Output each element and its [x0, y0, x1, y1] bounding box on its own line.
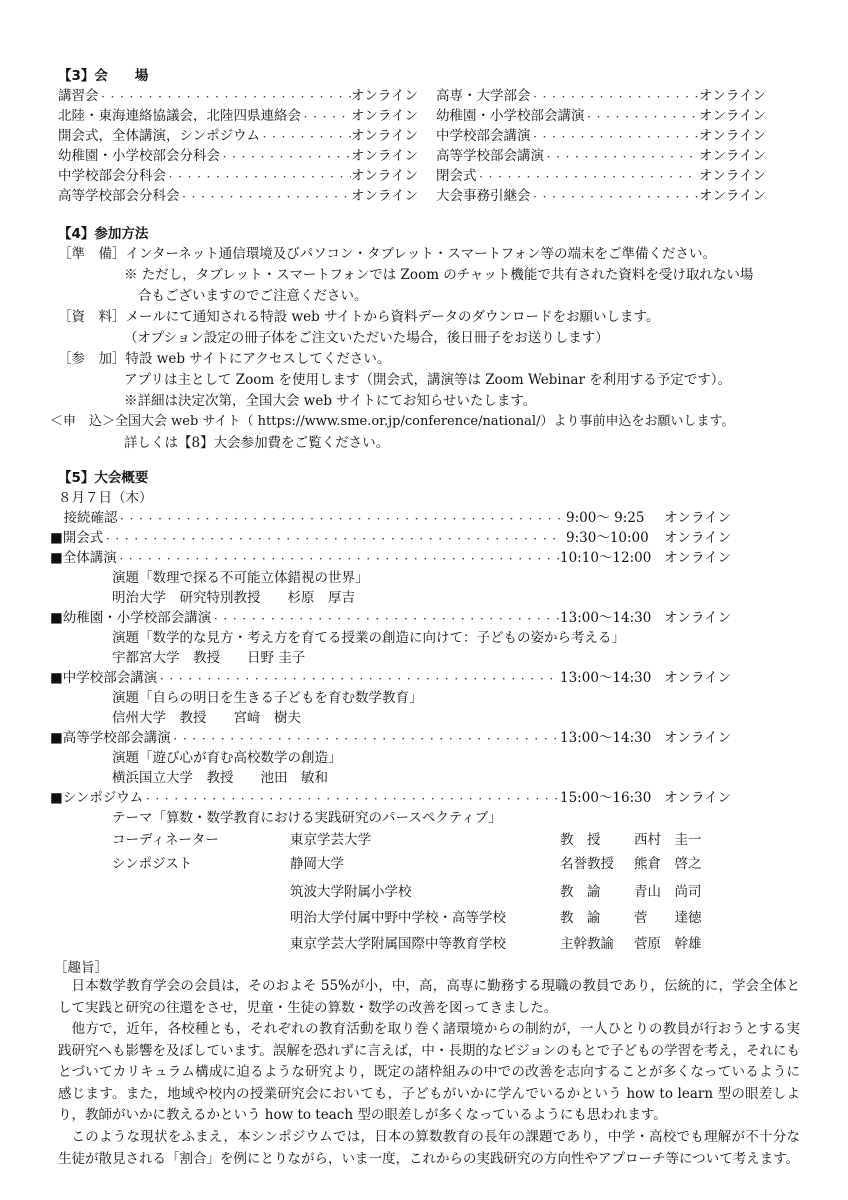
- leader-dots: [301, 108, 351, 124]
- leader-dots: [99, 88, 351, 104]
- lecture-title: 演題「遊び心が育む高校数学の創造」: [112, 750, 342, 766]
- venue-row: [58, 164, 418, 184]
- session-label: ■全体講演: [50, 550, 117, 566]
- member-name: 西村 圭一: [634, 832, 702, 848]
- purpose-paragraph: 他方で，近年，各校種とも，それぞれの教育活動を取り巻く諸環境からの制約が，一人ひとりの教員が行おうとする実践研究へも影響を及ぼしています。誤解を恐れずに言えば，中・長期的なビジョンのもとで子どもの学習を考え，それにもとづいてカリキュラム構成に迫るような研究より，既定の諸枠組みの中での改善を志向することが多くなっているように感じます。また，地域や校内の授業研究会においても，子どもがいかに学んでいるかという how to learn 型の眼差しより，教師がいかに教えるかという how to teach 型の眼差しが多くなっているようにも思われます。: [58, 1021, 800, 1123]
- lecturer: 宇都宮大学 教授 日野 圭子: [112, 650, 306, 666]
- venue-label: 中学校部会講演: [436, 128, 531, 144]
- venue-value: オンライン: [350, 148, 418, 164]
- session-label: ■中学校部会講演: [50, 670, 158, 686]
- session-label: ■開会式: [50, 530, 104, 546]
- venue-value: オンライン: [350, 168, 418, 184]
- session-time: 13:00～14:30: [560, 670, 652, 686]
- purpose-paragraph: 日本数学教育学会の会員は，そのおよそ 55%が小，中，高，高専に勤務する現職の教員であり，伝統的に，学会全体として実践と研究の往還をさせ，児童・生徒の算数・数学の改善を図ってきました。: [58, 978, 800, 1016]
- session-row: [50, 526, 560, 546]
- venue-value: オンライン: [350, 108, 418, 124]
- venue-row: [58, 184, 418, 204]
- leader-dots: [180, 188, 351, 204]
- session-label: ■シンポジウム: [50, 790, 144, 806]
- venue-row: [436, 164, 766, 184]
- session-row: [50, 546, 560, 566]
- session-venue: オンライン: [664, 790, 732, 806]
- lecturer: 明治大学 研究特別教授 杉原 厚吉: [112, 590, 355, 606]
- venue-value: オンライン: [698, 148, 766, 164]
- member-name: 熊倉 啓之: [634, 856, 702, 872]
- lecturer: 横浜国立大学 教授 池田 敏和: [112, 770, 328, 786]
- leader-dots: [211, 610, 560, 626]
- leader-dots: [118, 510, 561, 526]
- venue-row: [436, 184, 766, 204]
- session-venue: オンライン: [664, 550, 732, 566]
- leader-dots: [157, 670, 560, 686]
- leader-dots: [260, 128, 351, 144]
- method-line: ※ ただし，タブレット・スマートフォンでは Zoom のチャット機能で共有された資料を受け取れない場: [124, 267, 754, 283]
- method-line: （オプション設定の冊子体をご注文いただいた場合，後日冊子をお送りします）: [124, 330, 609, 346]
- venue-value: オンライン: [350, 188, 418, 204]
- leader-dots: [477, 168, 699, 184]
- coordinator-role: コーディネーター: [112, 832, 219, 848]
- method-line: ［資 料］メールにて通知される特設 web サイトから資料データのダウンロードをお願いします。: [58, 309, 660, 325]
- panelist-role: シンポジスト: [112, 856, 193, 872]
- member-title: 教 諭: [560, 910, 601, 926]
- session-time: 13:00～14:30: [560, 730, 652, 746]
- venue-row: [58, 84, 418, 104]
- leader-dots: [531, 188, 699, 204]
- overview-date: ８月７日（木）: [58, 490, 153, 506]
- method-line: ［参 加］特設 web サイトにアクセスしてください。: [58, 351, 391, 367]
- venue-label: 高等学校部会講演: [436, 148, 544, 164]
- member-name: 菅 達徳: [634, 910, 702, 926]
- leader-dots: [531, 128, 699, 144]
- method-line: ［準 備］インターネット通信環境及びパソコン・タブレット・スマートフォン等の端末をご準備ください。: [58, 246, 716, 262]
- venue-label: 講習会: [58, 88, 99, 104]
- session-row: [50, 666, 560, 686]
- session-venue: オンライン: [664, 610, 732, 626]
- leader-dots: [166, 168, 351, 184]
- leader-dots: [143, 790, 560, 806]
- lecture-title: 演題「自らの明日を生きる子どもを育む数学教育」: [112, 690, 423, 706]
- overview-heading: 【5】大会概要: [58, 470, 149, 486]
- member-title: 主幹教諭: [560, 936, 614, 952]
- venue-label: 開会式，全体講演，シンポジウム: [58, 128, 261, 144]
- venue-value: オンライン: [698, 88, 766, 104]
- method-line: 合もございますのでご注意ください。: [138, 288, 368, 304]
- venue-heading: 【3】会 場: [58, 68, 149, 84]
- session-label: 接続確認: [50, 510, 118, 526]
- venue-row: [58, 104, 418, 124]
- venue-value: オンライン: [698, 168, 766, 184]
- method-line: ※詳細は決定次第，全国大会 web サイトにてお知らせいたします。: [124, 393, 537, 409]
- venue-label: 北陸・東海連絡協議会，北陸四県連絡会: [58, 108, 301, 124]
- venue-label: 大会事務引継会: [436, 188, 531, 204]
- venue-row: [436, 124, 766, 144]
- member-title: 名誉教授: [560, 856, 614, 872]
- session-row: [50, 506, 560, 526]
- leader-dots: [117, 550, 560, 566]
- venue-row: [436, 104, 766, 124]
- member-org: 東京学芸大学: [290, 832, 371, 848]
- venue-row: [58, 144, 418, 164]
- method-line: ＜申 込＞全国大会 web サイト（ https://www.sme.or.jp/conference/national/）より事前申込をお願いします。: [50, 414, 735, 429]
- venue-value: オンライン: [350, 88, 418, 104]
- symposium-theme: テーマ「算数・数学教育における実践研究のパースペクティブ」: [112, 810, 502, 826]
- venue-label: 幼稚園・小学校部会講演: [436, 108, 585, 124]
- method-line: アプリは主として Zoom を使用します（開会式，講演等は Zoom Webinar を利用する予定です）。: [124, 372, 731, 388]
- venue-label: 幼稚園・小学校部会分科会: [58, 148, 220, 164]
- venue-value: オンライン: [698, 188, 766, 204]
- session-time: 9:00～ 9:25: [566, 510, 645, 526]
- session-row: [50, 786, 560, 806]
- member-org: 明治大学付属中野中学校・高等学校: [290, 910, 506, 926]
- member-title: 教 諭: [560, 884, 601, 900]
- session-time: 9:30～10:00: [566, 530, 649, 546]
- session-time: 15:00～16:30: [560, 790, 652, 806]
- venue-label: 高等学校部会分科会: [58, 188, 180, 204]
- leader-dots: [585, 108, 699, 124]
- session-label: ■幼稚園・小学校部会講演: [50, 610, 212, 626]
- session-time: 13:00～14:30: [560, 610, 652, 626]
- member-org: 東京学芸大学附属国際中等教育学校: [290, 936, 506, 952]
- purpose-label: ［趣旨］: [54, 960, 108, 976]
- session-row: [50, 726, 560, 746]
- venue-label: 閉会式: [436, 168, 477, 184]
- lecturer: 信州大学 教授 宮﨑 樹夫: [112, 710, 301, 726]
- member-title: 教 授: [560, 832, 601, 848]
- leader-dots: [544, 148, 699, 164]
- leader-dots: [171, 730, 560, 746]
- method-heading: 【4】参加方法: [58, 226, 149, 242]
- purpose-paragraph: このような現状をふまえ，本シンポジウムでは，日本の算数教育の長年の課題であり，中学・高校でも理解が不十分な生徒が散見される「割合」を例にとりながら，いま一度，これからの実践研究の方向性やアプローチ等について考えます。: [58, 1129, 800, 1167]
- session-venue: オンライン: [664, 730, 732, 746]
- lecture-title: 演題「数理で探る不可能立体錯視の世界」: [112, 570, 369, 586]
- venue-value: オンライン: [698, 108, 766, 124]
- venue-value: オンライン: [350, 128, 418, 144]
- lecture-title: 演題「数学的な見方・考え方を育てる授業の創造に向けて：子どもの姿から考える」: [112, 630, 625, 646]
- session-row: [50, 606, 560, 626]
- venue-label: 中学校部会分科会: [58, 168, 166, 184]
- venue-row: [58, 124, 418, 144]
- member-org: 筑波大学附属小学校: [290, 884, 412, 900]
- leader-dots: [531, 88, 699, 104]
- leader-dots: [220, 148, 351, 164]
- venue-row: [436, 84, 766, 104]
- session-venue: オンライン: [664, 530, 732, 546]
- venue-row: [436, 144, 766, 164]
- member-name: 青山 尚司: [634, 884, 702, 900]
- session-label: ■高等学校部会講演: [50, 730, 171, 746]
- session-venue: オンライン: [664, 670, 732, 686]
- venue-label: 高専・大学部会: [436, 88, 531, 104]
- member-org: 静岡大学: [290, 856, 344, 872]
- session-time: 10:10～12:00: [560, 550, 652, 566]
- venue-value: オンライン: [698, 128, 766, 144]
- method-line: 詳しくは【8】大会参加費をご覧ください。: [124, 435, 390, 451]
- member-name: 菅原 幹雄: [634, 936, 702, 952]
- session-venue: オンライン: [664, 510, 732, 526]
- leader-dots: [103, 530, 560, 546]
